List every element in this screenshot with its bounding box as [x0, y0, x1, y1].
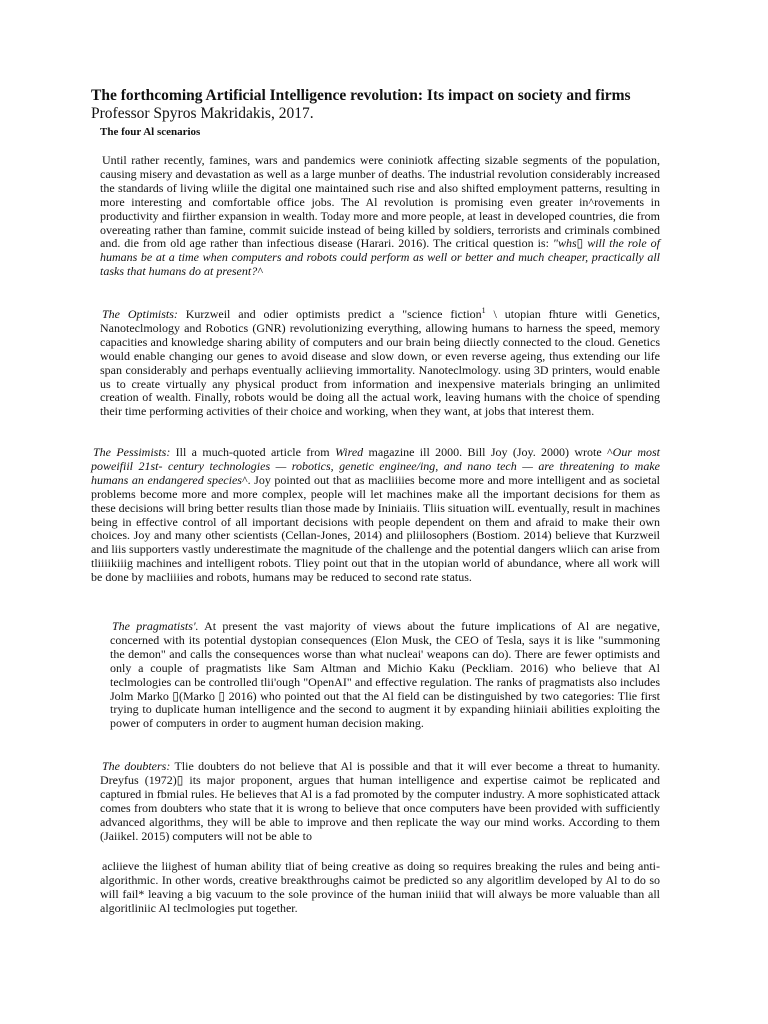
document-author-line: Professor Spyros Makridakis, 2017. — [91, 105, 314, 122]
magazine-name: Wired — [334, 445, 364, 459]
paragraph-continuation — [100, 860, 660, 916]
document-title: The forthcoming Artificial Intelligence revolution: Its impact on society and firms — [91, 87, 631, 104]
paragraph-pessimists — [91, 446, 660, 585]
paragraph-introduction — [100, 154, 660, 279]
paragraph-optimists — [100, 308, 660, 419]
paragraph-doubters — [100, 760, 660, 843]
footnote-marker: 1 — [481, 306, 486, 315]
optimists-text-a: Kurzweil and odier optimists predict a "science fiction — [177, 307, 482, 321]
pragmatists-text: At present the vast majority of views about the future implications of Al are negative, concerned with its potential dystopian consequences (Elon Musk, the CEO of Tesla, says it is like "summoning the demon" and calls the consequences worse than what nucleai' weapons can do). There are fewer optimists and only a couple of pragmatists like Sam Altman and Michio Kaku (Peckliam. 2016) who believe that Al teclmologies can be controlled tlii'ough "OpenAI" and effective regulation. The ranks of pragmatists also includes Jolm Marko ▯(Marko ▯ 2016) who pointed out that the Al field can be distinguished by two categories: Tlie first trying to duplicate human intelligence and the second to augment it by expanding hiiniaii abilities exploiting the power of computers in order to augment human decision making. — [110, 619, 660, 731]
pessimists-text-a: Ill a much-quoted article from — [170, 445, 335, 459]
bill-joy-quote: Our most poweifiil 21st- century technologies — robotics, genetic enginee/ing, and nano tech — are threatening to make humans an endangered species — [91, 445, 660, 487]
optimists-text-b: \ utopian fhture witli Genetics, Nanoteclmology and Robotics (GNR) revolutionizing everything, allowing humans to harness the speed, memory capacities and knowledge sharing ability of computers and our brain being diiectly connected to the cloud. Genetics would enable changing our genes to avoid disease and slow down, or even reverse ageing, thus extending our life span considerably and perhaps eventually acliieving immortality. Nanoteclmology. using 3D printers, would enable us to create virtually any physical product from information and inexpensive materials bringing an unlimited creation of wealth. Finally, robots would be doing all the actual work, leaving humans with the choice of spending their time performing activities of their choice and working, when they want, at jobs that interest them. — [100, 307, 660, 419]
intro-text: Until rather recently, famines, wars and pandemics were coniniotk affecting sizable segments of the population, causing misery and devastation as well as a large munber of deaths. The industrial revolution considerably increased the standards of living wliile the digital one maintained such rise and also shifted employment patterns, resulting in more interesting and comfortable office jobs. The Al revolution is promising even greater in^rovements in productivity and fiirther expansion in wealth. Today more and more people, at least in developed countries, die from overeating rather than famine, commit suicide instead of being killed by soldiers, terrorists and criminals combined and. die from old age rather than infectious disease (Harari. 2016). The critical question is: — [100, 153, 660, 251]
pessimists-lead: The Pessimists: — [93, 445, 171, 459]
pessimists-text-c: ^. Joy pointed out that as macliiiies become more and more intelligent and as societal problems become more and more complex, people will let machines make all the important decisions for them as these decisions will bring better results tlian those made by Ininiaiis. Tliis situation wilL eventually, result in machines being in effective control of all important decisions with people dependent on them and afraid to make their own choices. Joy and many other scientists (Cellan-Jones, 2014) and pliilosophers (Bostiom. 2014) believe that Kurzweil and liis supporters vastly underestimate the magnitude of the challenge and the potential dangers wliich can arise from tliiiikiiig machines and intelligent robots. Tliey point out that in the utopian world of abundance, where all work will be done by macliiiies and robots, humans may be reduced to second rate status. — [91, 472, 660, 585]
critical-question-quote: "whs▯ will the role of humans be at a time when computers and robots could perform as well or better and much cheaper, practically all tasks that humans do at present?^ — [100, 236, 660, 279]
pragmatists-lead: The pragmatists'. — [112, 619, 199, 633]
optimists-lead: The Optimists: — [102, 307, 178, 321]
pessimists-text-b: magazine ill 2000. Bill Joy (Joy. 2000) wrote ^ — [363, 445, 613, 459]
section-heading: The four Al scenarios — [100, 126, 201, 138]
paragraph-pragmatists — [110, 620, 660, 731]
continuation-text: acliieve the liighest of human ability tliat of being creative as doing so requires breaking the rules and being anti-algorithmic. In other words, creative breakthroughs caimot be predicted so any algoritlim developed by Al to do so will fail* leaving a big vacuum to the sole province of the human iniiid that will always be more valuable than all algoritliniic Al teclmologies put together. — [100, 859, 660, 915]
doubters-lead: The doubters: — [102, 759, 171, 773]
doubters-text: Tlie doubters do not believe that Al is possible and that it will ever become a threat to humanity. Dreyfus (1972)▯ its major proponent, argues that human intelligence and expertise caimot be replicated and captured in fbmial rules. He believes that Al is a fad promoted by the computer industry. A more sophisticated attack comes from doubters who state that it is wrong to believe that once computers have been provided with sufficiently advanced algorithms, they will be able to improve and then replicate the way our mind works. According to them (Jaiikel. 2015) computers will not be able to — [100, 759, 660, 843]
